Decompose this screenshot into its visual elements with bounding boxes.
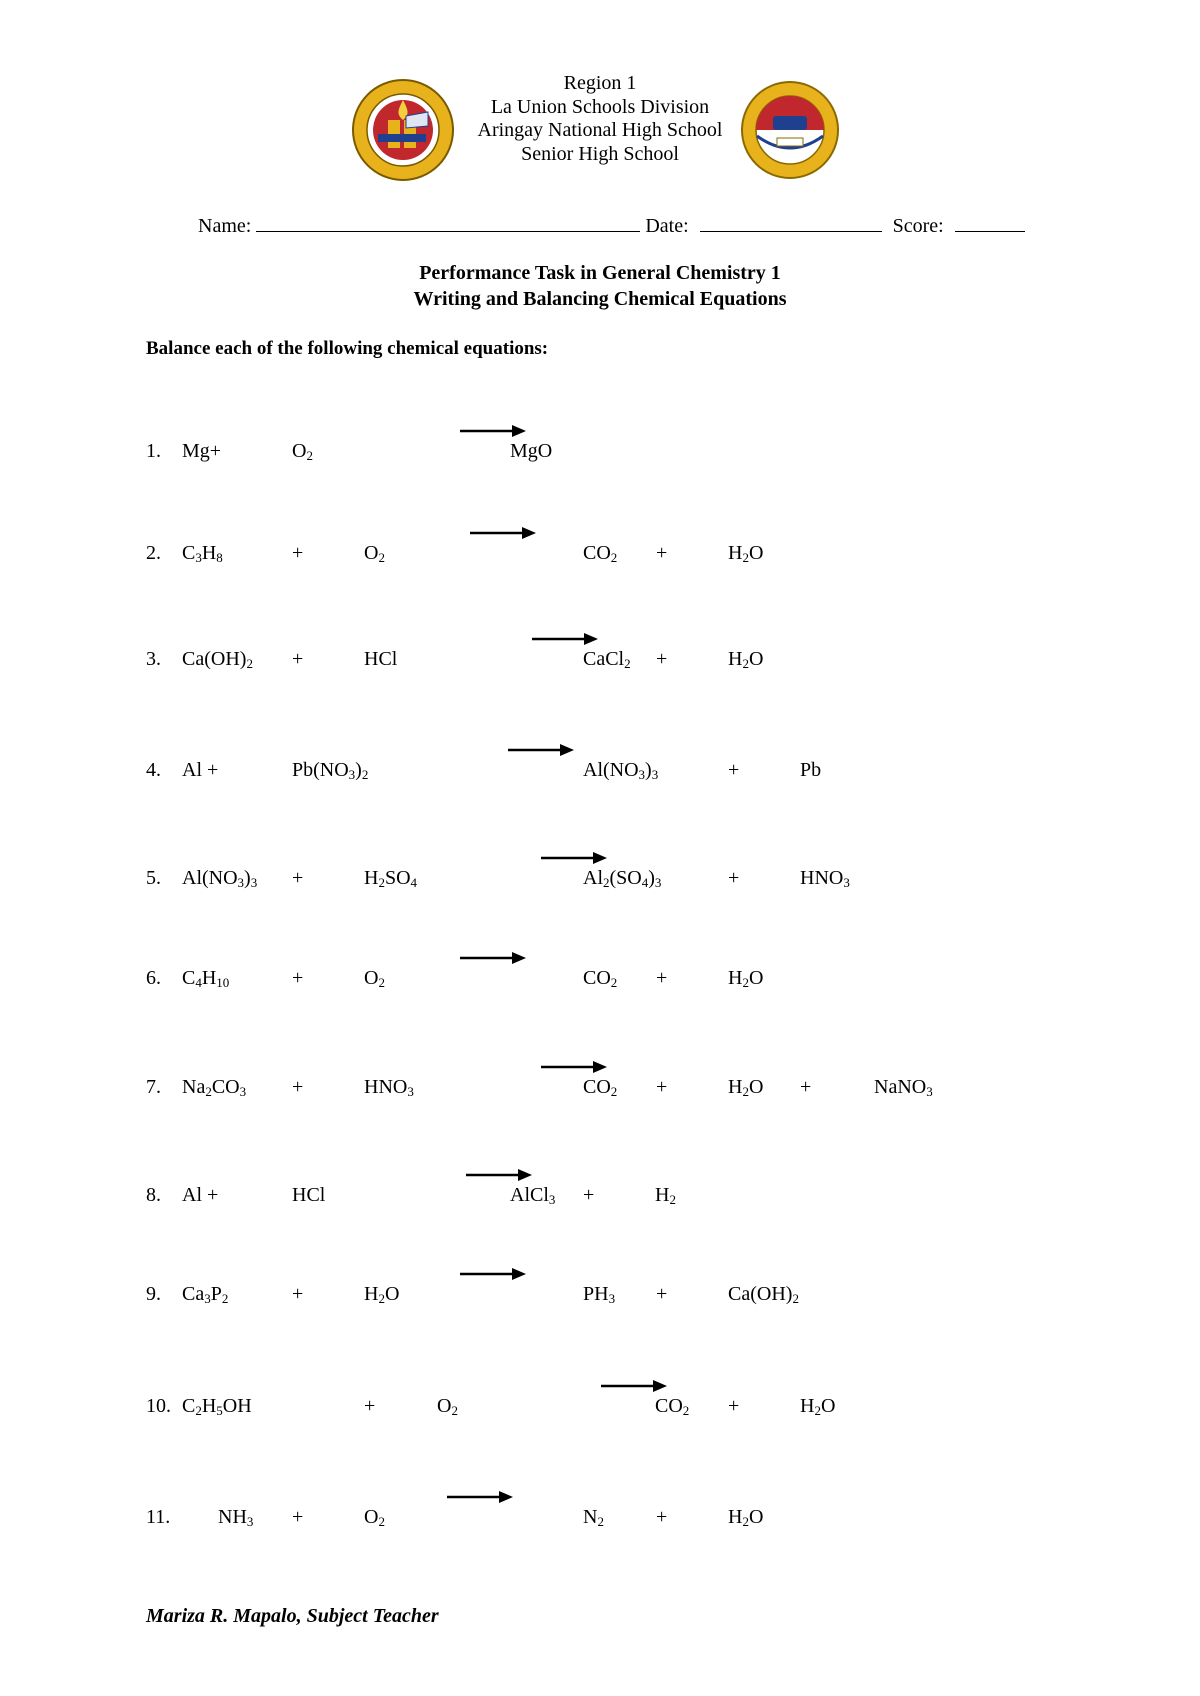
plus-sign: + [292,1283,304,1305]
product: $HNO_3$ [800,867,850,890]
reactant: $Na_2CO_3$ [182,1076,247,1099]
level-text: Senior High School [521,142,679,165]
equation-11 [0,1506,1200,1546]
region-text: Region 1 [563,72,637,94]
reactant: Mg+ [182,440,222,462]
aringay-nhs-seal-logo [737,80,843,180]
equation-3 [0,648,1200,688]
reactant: $H_2O$ [364,1283,400,1306]
plus-sign: + [583,1184,595,1206]
reactant: HCl [364,648,398,670]
reactant: $Al(NO_3)_3$ [182,867,258,890]
product: $CO_2$ [583,542,618,565]
school-header [410,72,790,166]
reaction-arrow-icon [460,951,526,965]
equation-number: 2. [146,542,161,564]
plus-sign: + [728,867,740,889]
task-subtitle: Writing and Balancing Chemical Equations [413,288,787,310]
reaction-arrow-icon [460,1267,526,1281]
reactant: Al + [182,1184,219,1206]
plus-sign: + [656,1076,668,1098]
reactant: $O_2$ [292,440,313,463]
equation-number: 1. [146,440,161,462]
equation-number: 11. [146,1506,171,1528]
reaction-arrow-icon [447,1490,513,1504]
task-title: Performance Task in General Chemistry 1 [419,262,781,284]
product: $Al_2(SO_4)_3$ [583,867,662,890]
plus-sign: + [656,967,668,989]
reactant: $O_2$ [437,1395,458,1418]
reaction-arrow-icon [541,1060,607,1074]
plus-sign: + [292,542,304,564]
reactant: $O_2$ [364,1506,385,1529]
reaction-arrow-icon [460,424,526,438]
plus-sign: + [656,542,668,564]
equation-number: 9. [146,1283,161,1305]
product: $H_2O$ [728,542,764,565]
equation-5 [0,867,1200,907]
equation-10 [0,1395,1200,1435]
school-text: Aringay National High School [477,119,723,141]
reactant: Al + [182,759,219,781]
reactant: $Ca(OH)_2$ [182,648,253,671]
reactant: $Ca_3P_2$ [182,1283,229,1306]
plus-sign: + [292,1076,304,1098]
product: $H_2$ [655,1184,676,1207]
reaction-arrow-icon [508,743,574,757]
reactant: $Pb(NO_3)_2$ [292,759,369,782]
equation-number: 3. [146,648,161,670]
reactant: HCl [292,1184,326,1206]
product: $CO_2$ [583,1076,618,1099]
equation-1 [0,440,1200,480]
name-field[interactable] [256,213,640,232]
product: $H_2O$ [728,648,764,671]
reaction-arrow-icon [601,1379,667,1393]
product: $CO_2$ [583,967,618,990]
equation-number: 5. [146,867,161,889]
product: $Al(NO_3)_3$ [583,759,659,782]
division-text: La Union Schools Division [490,95,710,118]
plus-sign: + [292,1506,304,1528]
reactant: $C_3H_8$ [182,542,223,565]
plus-sign: + [292,648,304,670]
reactant: $HNO_3$ [364,1076,414,1099]
plus-sign: + [364,1395,376,1417]
reactant: $O_2$ [364,542,385,565]
reaction-arrow-icon [532,632,598,646]
product: $H_2O$ [728,967,764,990]
equation-number: 6. [146,967,161,989]
reaction-arrow-icon [541,851,607,865]
reaction-arrow-icon [466,1168,532,1182]
instruction-text: Balance each of the following chemical equations: [146,338,549,359]
plus-sign: + [656,1506,668,1528]
plus-sign: + [656,1283,668,1305]
reactant: $C_4H_{10}$ [182,967,230,990]
equation-9 [0,1283,1200,1323]
product: $H_2O$ [800,1395,836,1418]
reaction-arrow-icon [470,526,536,540]
product: Pb [800,759,822,781]
equation-6 [0,967,1200,1007]
date-label: Date: [645,215,689,237]
plus-sign: + [728,1395,740,1417]
plus-sign: + [800,1076,812,1098]
plus-sign: + [728,759,740,781]
reactant: $NH_3$ [218,1506,254,1529]
plus-sign: + [292,967,304,989]
equation-4 [0,759,1200,799]
product: $H_2O$ [728,1076,764,1099]
equation-number: 8. [146,1184,161,1206]
product: MgO [510,440,553,462]
product: $CO_2$ [655,1395,690,1418]
name-label: Name: [198,215,252,237]
product: CaCl$_2$ [583,648,631,671]
plus-sign: + [292,867,304,889]
product: $Ca(OH)_2$ [728,1283,799,1306]
equation-number: 7. [146,1076,161,1098]
equation-2 [0,542,1200,582]
student-info-row [198,213,1025,238]
equation-8 [0,1184,1200,1224]
score-label: Score: [892,215,944,237]
teacher-signature: Mariza R. Mapalo, Subject Teacher [146,1605,439,1627]
product: NaNO$_3$ [874,1076,933,1099]
reactant: $O_2$ [364,967,385,990]
equation-number: 4. [146,759,161,781]
date-field[interactable] [700,213,882,232]
equation-number: 10. [146,1395,171,1417]
equation-7 [0,1076,1200,1116]
score-field[interactable] [955,213,1025,232]
product: AlCl$_3$ [510,1184,556,1207]
plus-sign: + [656,648,668,670]
product: $H_2O$ [728,1506,764,1529]
reactant: $H_2SO_4$ [364,867,418,890]
product: $PH_3$ [583,1283,616,1306]
product: $N_2$ [583,1506,604,1529]
reactant: $C_2H_5OH$ [182,1395,252,1418]
